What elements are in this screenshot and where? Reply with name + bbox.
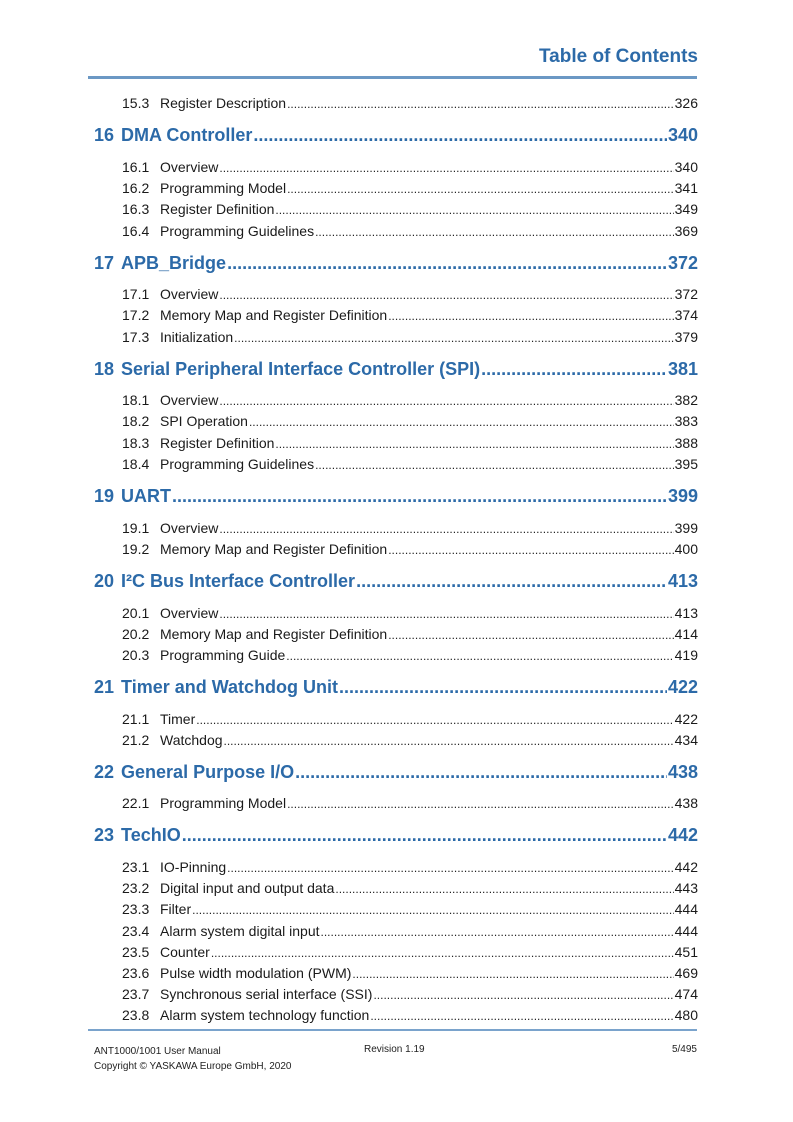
toc-entry-number: 21 <box>94 677 115 697</box>
toc-entry-page: 451 <box>674 944 698 960</box>
toc-entry-title: APB_Bridge <box>121 253 227 273</box>
toc-entry-number: 23 <box>94 825 115 845</box>
toc-entry-page: 474 <box>674 986 698 1002</box>
toc-section-entry[interactable] <box>94 541 698 557</box>
toc-section-entry[interactable] <box>94 223 698 239</box>
header-divider <box>88 76 697 79</box>
toc-entry-number: 22.1 <box>122 795 150 811</box>
toc-section-entry[interactable] <box>94 413 698 429</box>
toc-entry-number: 23.2 <box>122 880 150 896</box>
toc-entry-page: 383 <box>674 413 698 429</box>
toc-entry-title: Overview <box>160 286 219 302</box>
toc-entry-title: Memory Map and Register Definition <box>160 541 388 557</box>
toc-entry-page: 369 <box>674 223 698 239</box>
toc-dot-leader <box>370 1010 673 1022</box>
toc-entry-page: 388 <box>674 435 698 451</box>
toc-entry-page: 382 <box>674 392 698 408</box>
toc-dot-leader <box>219 289 673 301</box>
toc-dot-leader <box>352 968 673 980</box>
toc-dot-leader <box>182 826 667 844</box>
toc-entry-number: 21.2 <box>122 732 150 748</box>
toc-section-entry[interactable] <box>94 392 698 408</box>
toc-dot-leader <box>275 204 673 216</box>
toc-entry-title: Overview <box>160 520 219 536</box>
toc-entry-number: 23.3 <box>122 901 150 917</box>
toc-entry-number: 16.2 <box>122 180 150 196</box>
toc-chapter-entry[interactable] <box>94 571 698 592</box>
toc-chapter-entry[interactable] <box>94 762 698 783</box>
toc-section-entry[interactable] <box>94 605 698 621</box>
toc-entry-page: 372 <box>674 286 698 302</box>
toc-dot-leader <box>253 126 667 144</box>
toc-entry-page: 372 <box>667 253 698 273</box>
toc-entry-title: Alarm system digital input <box>160 923 320 939</box>
toc-section-entry[interactable] <box>94 286 698 302</box>
toc-entry-title: Timer <box>160 711 196 727</box>
toc-entry-page: 469 <box>674 965 698 981</box>
toc-dot-leader <box>249 416 674 428</box>
toc-entry-page: 381 <box>667 359 698 379</box>
toc-entry-page: 422 <box>674 711 698 727</box>
toc-entry-title: Memory Map and Register Definition <box>160 626 388 642</box>
toc-section-entry[interactable] <box>94 201 698 217</box>
toc-entry-title: Synchronous serial interface (SSI) <box>160 986 373 1002</box>
toc-entry-title: Register Definition <box>160 435 275 451</box>
toc-entry-page: 442 <box>667 825 698 845</box>
toc-dot-leader <box>196 714 673 726</box>
toc-section-entry[interactable] <box>94 965 698 981</box>
toc-section-entry[interactable] <box>94 795 698 811</box>
toc-entry-number: 15.3 <box>122 95 150 111</box>
toc-section-entry[interactable] <box>94 435 698 451</box>
toc-entry-page: 434 <box>674 732 698 748</box>
footer-copyright: Copyright © YASKAWA Europe GmbH, 2020 <box>94 1061 292 1072</box>
toc-dot-leader <box>315 459 674 471</box>
toc-entry-title: Overview <box>160 159 219 175</box>
toc-section-entry[interactable] <box>94 859 698 875</box>
toc-entry-number: 19.1 <box>122 520 150 536</box>
toc-entry-page: 419 <box>674 647 698 663</box>
toc-section-entry[interactable] <box>94 159 698 175</box>
toc-entry-number: 23.8 <box>122 1007 150 1023</box>
toc-entry-page: 340 <box>674 159 698 175</box>
toc-entry-title: Programming Guide <box>160 647 286 663</box>
toc-chapter-entry[interactable] <box>94 825 698 846</box>
toc-entry-page: 379 <box>674 329 698 345</box>
toc-entry-title: Overview <box>160 605 219 621</box>
toc-entry-number: 18.2 <box>122 413 150 429</box>
toc-entry-number: 23.7 <box>122 986 150 1002</box>
toc-entry-title: Filter <box>160 901 192 917</box>
toc-section-entry[interactable] <box>94 329 698 345</box>
toc-entry-title: TechIO <box>121 825 181 845</box>
toc-dot-leader <box>287 798 674 810</box>
toc-entry-page: 326 <box>674 95 698 111</box>
toc-entry-page: 414 <box>674 626 698 642</box>
toc-entry-number: 21.1 <box>122 711 150 727</box>
toc-section-entry[interactable] <box>94 647 698 663</box>
toc-entry-title: Register Description <box>160 95 287 111</box>
toc-entry-page: 340 <box>667 125 698 145</box>
toc-section-entry[interactable] <box>94 923 698 939</box>
toc-dot-leader <box>321 926 674 938</box>
toc-section-entry[interactable] <box>94 1007 698 1023</box>
toc-entry-title: Programming Model <box>160 180 287 196</box>
toc-entry-number: 18.3 <box>122 435 150 451</box>
toc-dot-leader <box>388 544 673 556</box>
toc-entry-title: Programming Model <box>160 795 287 811</box>
toc-entry-number: 22 <box>94 762 115 782</box>
toc-entry-number: 17.2 <box>122 307 150 323</box>
toc-dot-leader <box>373 989 673 1001</box>
toc-dot-leader <box>481 360 667 378</box>
toc-dot-leader <box>219 395 673 407</box>
toc-entry-title: DMA Controller <box>121 125 253 145</box>
toc-entry-title: I²C Bus Interface Controller <box>121 571 356 591</box>
toc-entry-title: Counter <box>160 944 210 960</box>
toc-entry-title: Register Definition <box>160 201 275 217</box>
toc-entry-title: Watchdog <box>160 732 223 748</box>
toc-dot-leader <box>224 735 674 747</box>
toc-entry-page: 480 <box>674 1007 698 1023</box>
toc-entry-number: 20.3 <box>122 647 150 663</box>
toc-entry-title: Alarm system technology function <box>160 1007 370 1023</box>
toc-entry-number: 17.1 <box>122 286 150 302</box>
toc-dot-leader <box>219 523 673 535</box>
toc-entry-number: 20.2 <box>122 626 150 642</box>
footer-page-number: 5/495 <box>671 1044 697 1055</box>
toc-entry-page: 413 <box>667 571 698 591</box>
toc-dot-leader <box>275 438 673 450</box>
toc-entry-page: 400 <box>674 541 698 557</box>
page-header-title: Table of Contents <box>538 46 698 67</box>
toc-entry-number: 18 <box>94 359 115 379</box>
toc-entry-title: Memory Map and Register Definition <box>160 307 388 323</box>
toc-entry-number: 19 <box>94 486 115 506</box>
toc-section-entry[interactable] <box>94 307 698 323</box>
toc-entry-number: 23.6 <box>122 965 150 981</box>
toc-section-entry[interactable] <box>94 626 698 642</box>
toc-dot-leader <box>295 763 667 781</box>
toc-dot-leader <box>339 678 667 696</box>
toc-entry-number: 16.3 <box>122 201 150 217</box>
toc-chapter-entry[interactable] <box>94 125 698 146</box>
toc-dot-leader <box>227 862 673 874</box>
toc-dot-leader <box>192 904 674 916</box>
toc-dot-leader <box>287 98 674 110</box>
toc-dot-leader <box>286 650 673 662</box>
toc-entry-page: 413 <box>674 605 698 621</box>
toc-entry-page: 444 <box>674 923 698 939</box>
toc-entry-title: Overview <box>160 392 219 408</box>
toc-entry-title: UART <box>121 486 172 506</box>
toc-chapter-entry[interactable] <box>94 359 698 380</box>
toc-entry-page: 399 <box>667 486 698 506</box>
toc-entry-number: 18.1 <box>122 392 150 408</box>
toc-section-entry[interactable] <box>94 520 698 536</box>
toc-dot-leader <box>172 487 667 505</box>
toc-dot-leader <box>227 254 667 272</box>
toc-entry-title: Timer and Watchdog Unit <box>121 677 339 697</box>
toc-entry-number: 17.3 <box>122 329 150 345</box>
toc-entry-page: 438 <box>667 762 698 782</box>
toc-dot-leader <box>234 332 673 344</box>
toc-entry-page: 374 <box>674 307 698 323</box>
toc-entry-number: 20 <box>94 571 115 591</box>
toc-entry-page: 341 <box>674 180 698 196</box>
toc-entry-page: 395 <box>674 456 698 472</box>
footer-divider <box>88 1029 697 1031</box>
toc-dot-leader <box>219 162 673 174</box>
toc-dot-leader <box>335 883 673 895</box>
toc-entry-number: 16 <box>94 125 115 145</box>
toc-entry-page: 349 <box>674 201 698 217</box>
footer-revision: Revision 1.19 <box>364 1044 425 1055</box>
toc-entry-title: Initialization <box>160 329 234 345</box>
toc-section-entry[interactable] <box>94 456 698 472</box>
toc-entry-page: 442 <box>674 859 698 875</box>
toc-entry-number: 23.1 <box>122 859 150 875</box>
toc-entry-page: 399 <box>674 520 698 536</box>
toc-entry-number: 23.4 <box>122 923 150 939</box>
toc-entry-title: Digital input and output data <box>160 880 335 896</box>
toc-section-entry[interactable] <box>94 711 698 727</box>
toc-section-entry[interactable] <box>94 901 698 917</box>
toc-entry-number: 17 <box>94 253 115 273</box>
toc-dot-leader <box>356 572 667 590</box>
toc-entry-title: IO-Pinning <box>160 859 227 875</box>
toc-entry-page: 444 <box>674 901 698 917</box>
toc-entry-title: SPI Operation <box>160 413 248 429</box>
toc-entry-number: 16.4 <box>122 223 150 239</box>
toc-chapter-entry[interactable] <box>94 486 698 507</box>
toc-entry-number: 19.2 <box>122 541 150 557</box>
toc-entry-title: Pulse width modulation (PWM) <box>160 965 352 981</box>
toc-dot-leader <box>211 947 674 959</box>
toc-dot-leader <box>315 226 674 238</box>
toc-entry-number: 16.1 <box>122 159 150 175</box>
toc-section-entry[interactable] <box>94 880 698 896</box>
toc-dot-leader <box>388 310 673 322</box>
toc-entry-title: Programming Guidelines <box>160 223 315 239</box>
toc-entry-title: Programming Guidelines <box>160 456 315 472</box>
toc-entry-page: 422 <box>667 677 698 697</box>
toc-entry-title: Serial Peripheral Interface Controller (SPI) <box>121 359 481 379</box>
toc-section-entry[interactable] <box>94 986 698 1002</box>
toc-dot-leader <box>388 629 673 641</box>
toc-entry-number: 20.1 <box>122 605 150 621</box>
toc-entry-page: 438 <box>674 795 698 811</box>
toc-entry-number: 23.5 <box>122 944 150 960</box>
toc-entry-title: General Purpose I/O <box>121 762 295 782</box>
footer-manual-name: ANT1000/1001 User Manual <box>94 1046 221 1057</box>
footer-left <box>94 1044 291 1074</box>
toc-section-entry[interactable] <box>94 95 698 111</box>
toc-section-entry[interactable] <box>94 732 698 748</box>
toc-chapter-entry[interactable] <box>94 677 698 698</box>
toc-chapter-entry[interactable] <box>94 253 698 274</box>
toc-section-entry[interactable] <box>94 944 698 960</box>
toc-section-entry[interactable] <box>94 180 698 196</box>
toc-entry-page: 443 <box>674 880 698 896</box>
toc-dot-leader <box>219 608 673 620</box>
toc-dot-leader <box>287 183 674 195</box>
toc-entry-number: 18.4 <box>122 456 150 472</box>
